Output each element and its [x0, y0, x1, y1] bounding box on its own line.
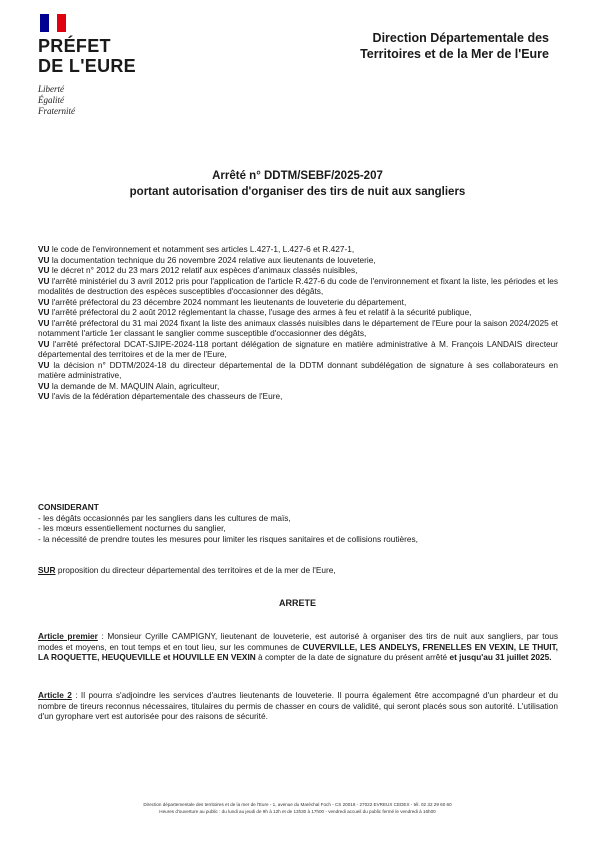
article-2-text: : Il pourra s'adjoindre les services d'autres lieutenants de louveterie. Il pourra également être accompagné d'un phardeur et du nombre de tireurs reconnus nécessaires, titulaires du permis de chasser en cours de validité, qui seront placés sous son autorité. L'utilisation d'un gyrophare vert est autorisée pour des raisons de sécurité. [38, 690, 558, 721]
page-footer [0, 801, 595, 815]
dept-line-1: Direction Départementale des [372, 31, 549, 45]
vu-item: VU l'arrêté préfectoral DCAT-SJIPE-2024-118 portant délégation de signature en matière administrative à M. François LANDAIS directeur départemental des territoires et de la mer de l'Eure, [38, 338, 558, 359]
article-1-text-a: : Monsieur Cyrille CAMPIGNY, lieutenant de louveterie, est autorisé à organiser des tirs de nuit aux sangliers, par tous modes et moyens, en tout temps et en tout lieu, sur les communes de [38, 631, 558, 652]
vu-item: VU l'arrêté préfectoral du 31 mai 2024 fixant la liste des animaux classés nuisibles dans le département de l'Eure pour la saison 2024/2025 et notamment l'article 1er classant le sanglier comme susceptible d'occasionner des dégâts, [38, 317, 558, 338]
sur-text: proposition du directeur départemental des territoires et de la mer de l'Eure, [55, 565, 336, 575]
vu-item: VU l'arrêté ministériel du 3 avril 2012 pris pour l'application de l'article R.427-6 du code de l'environnement et fixant la liste, les périodes et les modalités de destruction des espèces susceptibles d'occasionner des dégâts, [38, 275, 558, 296]
vu-item: VU l'avis de la fédération départementale des chasseurs de l'Eure, [38, 391, 283, 401]
vu-item: VU la demande de M. MAQUIN Alain, agriculteur, [38, 380, 220, 391]
article-premier [38, 631, 558, 663]
article-1-text-b: à compter de la date de signature du présent arrêté [255, 652, 450, 662]
considerant-section [38, 502, 558, 544]
sur-proposition [38, 565, 558, 576]
prefet-logo [38, 14, 168, 117]
document-title [0, 168, 595, 200]
vu-list [38, 244, 558, 402]
flag-white [49, 14, 58, 32]
title-line-2: portant autorisation d'organiser des tirs de nuit aux sangliers [129, 186, 466, 198]
vu-item: VU la documentation technique du 26 novembre 2024 relative aux lieutenants de louveterie, [38, 254, 376, 265]
considerant-item: - la nécessité de prendre toutes les mesures pour limiter les risques sanitaires et de collisions routières, [38, 533, 418, 544]
title-line-1: Arrêté n° DDTM/SEBF/2025-207 [212, 170, 383, 182]
motto-fraternite: Fraternité [38, 106, 75, 116]
footer-line-1: Direction départementale des territoires et de la mer de l'Eure - 1, avenue du Maréchal Foch - CS 20018 - 27022 EVREUX CEDEX - tél. 02 32 29 60 60 [143, 802, 452, 807]
vu-item: VU la décision n° DDTM/2024-18 du directeur départemental de la DDTM donnant subdélégation de signature à ses collaborateurs en matière administrative, [38, 359, 558, 380]
vu-item: VU le code de l'environnement et notamment ses articles L.427-1, L.427-6 et R.427-1, [38, 244, 355, 254]
marianne-flag-icon [40, 14, 66, 32]
article-1-label: Article premier [38, 631, 98, 641]
sur-label: SUR [38, 565, 56, 575]
motto-liberte: Liberté [38, 84, 64, 94]
vu-item: VU l'arrêté préfectoral du 23 décembre 2024 nommant les lieutenants de louveterie du département, [38, 296, 407, 307]
article-2-label: Article 2 [38, 690, 72, 700]
considerant-item: - les dégâts occasionnés par les sangliers dans les cultures de maïs, [38, 512, 291, 523]
prefet-line-1: PRÉFET [38, 36, 111, 56]
footer-line-2: Heures d'ouverture au public : du lundi au jeudi de 9h à 12h et de 13h30 à 17h00 - vendredi accueil du public fermé le vendredi à 16h00 [159, 809, 436, 814]
flag-red [57, 14, 66, 32]
issuing-department [360, 30, 549, 62]
republic-motto [38, 84, 168, 117]
dept-line-2: Territoires et de la Mer de l'Eure [360, 47, 549, 61]
arrete-heading: ARRETE [278, 598, 316, 608]
prefet-line-2: DE L'EURE [38, 56, 136, 76]
considerant-item: - les mœurs essentiellement nocturnes du sanglier, [38, 523, 226, 533]
vu-item: VU le décret n° 2012 du 23 mars 2012 relatif aux espèces d'animaux classés nuisibles, [38, 265, 358, 275]
article-2 [38, 690, 558, 722]
considerant-label: CONSIDERANT [38, 502, 99, 512]
article-1-until: et jusqu'au 31 juillet 2025. [449, 652, 552, 662]
motto-egalite: Égalité [38, 95, 64, 105]
article-1-communes: CUVERVILLE, LES ANDELYS, FRENELLES EN VEXIN, LE THUIT, LA ROQUETTE, HEUQUEVILLE et HOUVILLE EN VEXIN [38, 641, 558, 662]
vu-item: VU l'arrêté préfectoral du 2 août 2012 réglementant la chasse, l'usage des armes à feu et relatif à la sécurité publique, [38, 307, 472, 317]
flag-blue [40, 14, 49, 32]
